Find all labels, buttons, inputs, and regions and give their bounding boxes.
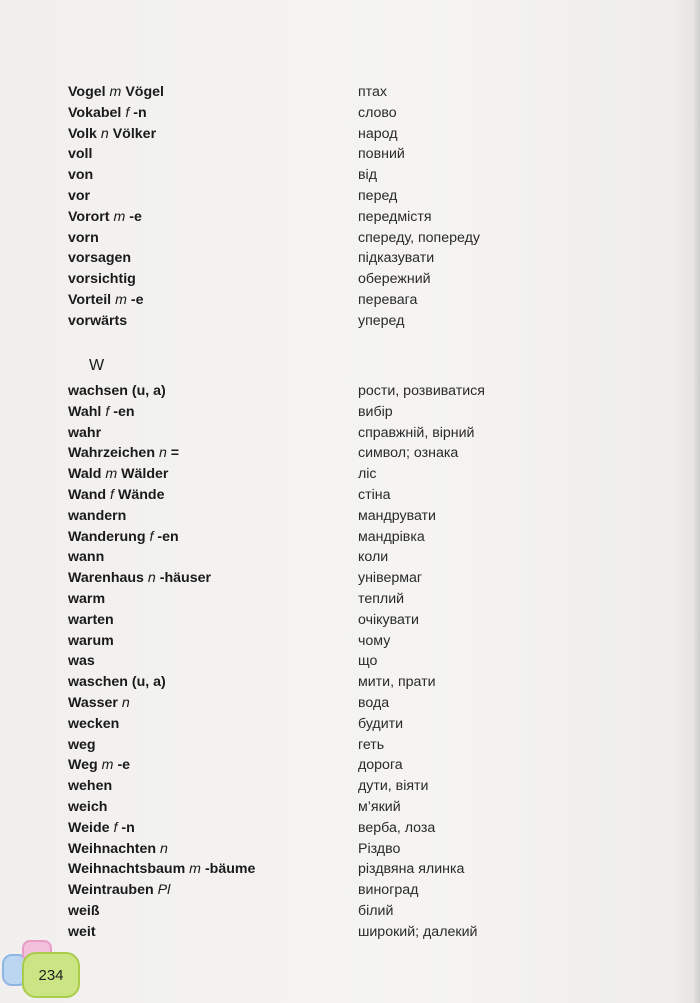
- headword: Wand: [68, 486, 107, 503]
- german-word: [68, 269, 358, 290]
- ukrainian-translation: обережний: [358, 271, 431, 288]
- vocab-entry: [68, 755, 628, 776]
- headword: Weide: [68, 819, 110, 836]
- ukrainian-translation: універмаг: [358, 570, 423, 587]
- grammar-marker: f: [110, 486, 114, 503]
- grammar-marker: f: [125, 104, 130, 121]
- german-word: [68, 381, 358, 402]
- ukrainian-translation: верба, лоза: [358, 819, 436, 836]
- headword: Vogel: [68, 84, 106, 100]
- headword: Warenhaus: [68, 570, 144, 587]
- vocab-entry: [68, 568, 628, 589]
- headword: wann: [68, 549, 105, 566]
- headword: voll: [68, 146, 93, 163]
- german-word: [68, 818, 358, 839]
- grammar-marker: m: [101, 757, 114, 774]
- german-word: [68, 839, 358, 860]
- ukrainian-translation: ліс: [358, 466, 377, 483]
- headword: weiß: [68, 902, 100, 919]
- vocab-entry: [68, 103, 628, 124]
- vocab-entry: [68, 859, 628, 880]
- vocab-entry: [68, 880, 628, 901]
- ukrainian-translation: справжній, вірний: [358, 424, 475, 441]
- german-word: [68, 464, 358, 485]
- grammar-marker: f: [105, 403, 110, 420]
- ukrainian-translation: символ; ознака: [358, 445, 459, 462]
- german-word: [68, 693, 358, 714]
- ukrainian-translation: повний: [358, 146, 405, 163]
- ukrainian-translation: перевага: [358, 291, 418, 308]
- german-word: [68, 901, 358, 922]
- german-word: [68, 755, 358, 776]
- ukrainian-translation: підказувати: [358, 250, 435, 267]
- ukrainian-translation: передмістя: [358, 208, 432, 225]
- headword: wachsen (u, a): [68, 383, 166, 399]
- headword: Weintrauben: [68, 882, 154, 899]
- vocab-entry: [68, 672, 628, 693]
- ukrainian-translation: рости, розвиватися: [358, 383, 485, 399]
- headword: Weihnachtsbaum: [68, 861, 186, 878]
- headword: wecken: [68, 715, 120, 732]
- grammar-marker: f: [113, 819, 118, 836]
- german-word: [68, 714, 358, 735]
- vocab-entry: [68, 735, 628, 756]
- german-word: [68, 776, 358, 797]
- headword: warum: [68, 632, 114, 649]
- vocab-entry: [68, 269, 628, 290]
- vocab-entry: [68, 485, 628, 506]
- grammar-marker: n: [159, 840, 168, 857]
- plural-form: -e: [129, 208, 142, 225]
- vocab-entry: [68, 610, 628, 631]
- german-word: [68, 735, 358, 756]
- german-word: [68, 922, 358, 943]
- german-word: [68, 290, 358, 311]
- headword: Wahl: [68, 403, 102, 420]
- vocab-entry: [68, 464, 628, 485]
- ukrainian-translation: перед: [358, 187, 398, 204]
- vocab-entry: [68, 124, 628, 145]
- vocab-entry: [68, 818, 628, 839]
- german-word: [68, 248, 358, 269]
- ukrainian-translation: що: [358, 653, 378, 670]
- vocab-entry: [68, 506, 628, 527]
- german-word: [68, 797, 358, 818]
- german-word: [68, 589, 358, 610]
- plural-form: -e: [117, 757, 131, 774]
- german-word: [68, 124, 358, 145]
- headword: vorsagen: [68, 250, 132, 267]
- german-word: [68, 506, 358, 527]
- vocab-entry: [68, 248, 628, 269]
- section-letter-heading: W: [89, 357, 105, 374]
- headword: vorsichtig: [68, 271, 136, 288]
- german-word: [68, 186, 358, 207]
- ukrainian-translation: білий: [358, 902, 394, 919]
- ukrainian-translation: чому: [358, 632, 391, 649]
- german-word: [68, 165, 358, 186]
- headword: Vorteil: [68, 291, 112, 308]
- vocab-entry: [68, 922, 628, 943]
- plural-form: -n: [121, 819, 135, 836]
- page-number: 234: [22, 952, 80, 998]
- grammar-marker: n: [147, 570, 156, 587]
- headword: waschen (u, a): [68, 674, 166, 691]
- headword: weg: [68, 736, 96, 753]
- headword: Weihnachten: [68, 840, 157, 857]
- german-word: [68, 568, 358, 589]
- ukrainian-translation: від: [358, 167, 377, 184]
- headword: wahr: [68, 424, 102, 441]
- vocab-entry: [68, 443, 628, 464]
- german-word: [68, 631, 358, 652]
- german-word: [68, 402, 358, 423]
- ukrainian-translation: широкий; далекий: [358, 923, 478, 940]
- vocab-entry: [68, 381, 628, 402]
- headword: wehen: [68, 778, 113, 795]
- plural-form: -en: [113, 403, 135, 420]
- vocab-entry: [68, 165, 628, 186]
- plural-form: Wände: [117, 486, 165, 503]
- ukrainian-translation: мандрівка: [358, 528, 425, 545]
- vocab-entry: [68, 207, 628, 228]
- page-edge-shadow: [692, 0, 700, 1003]
- headword: was: [68, 653, 95, 670]
- ukrainian-translation: геть: [358, 736, 385, 753]
- ukrainian-translation: очікувати: [358, 611, 419, 628]
- german-word: [68, 527, 358, 548]
- vocab-entry: [68, 423, 628, 444]
- vocab-entry: [68, 693, 628, 714]
- german-word: [68, 103, 358, 124]
- vocab-entry: [68, 402, 628, 423]
- ukrainian-translation: мандрувати: [358, 507, 436, 524]
- vocab-entry: [68, 82, 628, 103]
- grammar-marker: m: [105, 466, 118, 483]
- headword: Vorort: [68, 208, 110, 225]
- page-number-badge: [22, 952, 80, 998]
- plural-form: Völker: [112, 125, 157, 142]
- ukrainian-translation: слово: [358, 104, 397, 121]
- grammar-marker: Pl: [157, 882, 171, 899]
- plural-form: =: [170, 445, 180, 462]
- headword: Volk: [68, 125, 97, 142]
- grammar-marker: m: [115, 291, 127, 308]
- plural-form: -e: [130, 291, 144, 308]
- headword: von: [68, 167, 94, 184]
- vocab-entry: [68, 527, 628, 548]
- german-word: [68, 547, 358, 568]
- ukrainian-translation: дорога: [358, 757, 403, 774]
- german-word: [68, 443, 358, 464]
- ukrainian-translation: будити: [358, 715, 404, 732]
- vocab-entry: [68, 797, 628, 818]
- german-word: [68, 311, 358, 332]
- german-word: [68, 672, 358, 693]
- vocab-entry: [68, 776, 628, 797]
- vocab-entry: [68, 589, 628, 610]
- vocab-entry: [68, 311, 628, 332]
- german-word: [68, 423, 358, 444]
- ukrainian-translation: різдвяна ялинка: [358, 861, 465, 878]
- ukrainian-translation: спереду, попереду: [358, 229, 480, 246]
- headword: Wasser: [68, 694, 118, 711]
- plural-form: -n: [133, 104, 147, 121]
- headword: wandern: [68, 507, 127, 524]
- german-word: [68, 651, 358, 672]
- grammar-marker: m: [109, 84, 122, 100]
- headword: Wald: [68, 466, 102, 483]
- vocab-entry: [68, 901, 628, 922]
- headword: vorwärts: [68, 312, 128, 329]
- plural-form: -häuser: [159, 570, 211, 587]
- german-word: [68, 485, 358, 506]
- german-word: [68, 82, 358, 103]
- ukrainian-translation: м’який: [358, 798, 401, 815]
- ukrainian-translation: вибір: [358, 403, 393, 420]
- grammar-marker: m: [113, 208, 126, 225]
- headword: Weg: [68, 757, 98, 774]
- vocab-entry: [68, 631, 628, 652]
- headword: warten: [68, 611, 114, 628]
- ukrainian-translation: народ: [358, 125, 398, 142]
- ukrainian-translation: Різдво: [358, 840, 401, 857]
- german-word: [68, 144, 358, 165]
- vocab-entry: [68, 714, 628, 735]
- ukrainian-translation: виноград: [358, 882, 419, 899]
- vocabulary-list-w: [68, 381, 628, 943]
- vocab-entry: [68, 547, 628, 568]
- ukrainian-translation: дути, віяти: [358, 778, 429, 795]
- grammar-marker: n: [121, 694, 130, 711]
- ukrainian-translation: уперед: [358, 312, 405, 329]
- headword: vorn: [68, 229, 99, 246]
- vocab-entry: [68, 290, 628, 311]
- vocab-entry: [68, 228, 628, 249]
- ukrainian-translation: вода: [358, 694, 390, 711]
- grammar-marker: n: [100, 125, 109, 142]
- ukrainian-translation: мити, прати: [358, 674, 436, 691]
- headword: Wahrzeichen: [68, 445, 155, 462]
- vocab-entry: [68, 186, 628, 207]
- plural-form: -en: [157, 528, 179, 545]
- plural-form: Wälder: [121, 466, 169, 483]
- ukrainian-translation: птах: [358, 84, 388, 100]
- vocabulary-list-v: [68, 82, 628, 332]
- german-word: [68, 880, 358, 901]
- german-word: [68, 859, 358, 880]
- plural-form: -bäume: [204, 861, 256, 878]
- german-word: [68, 228, 358, 249]
- ukrainian-translation: теплий: [358, 590, 405, 607]
- ukrainian-translation: стіна: [358, 486, 391, 503]
- plural-form: Vögel: [125, 84, 164, 100]
- german-word: [68, 610, 358, 631]
- headword: weit: [68, 923, 96, 940]
- german-word: [68, 207, 358, 228]
- grammar-marker: m: [189, 861, 201, 878]
- headword: Vokabel: [68, 104, 122, 121]
- vocab-entry: [68, 651, 628, 672]
- headword: warm: [68, 590, 106, 607]
- grammar-marker: f: [149, 528, 154, 545]
- grammar-marker: n: [158, 445, 167, 462]
- headword: weich: [68, 798, 108, 815]
- vocab-entry: [68, 144, 628, 165]
- vocab-entry: [68, 839, 628, 860]
- headword: vor: [68, 187, 91, 204]
- headword: Wanderung: [68, 528, 146, 545]
- ukrainian-translation: коли: [358, 549, 389, 566]
